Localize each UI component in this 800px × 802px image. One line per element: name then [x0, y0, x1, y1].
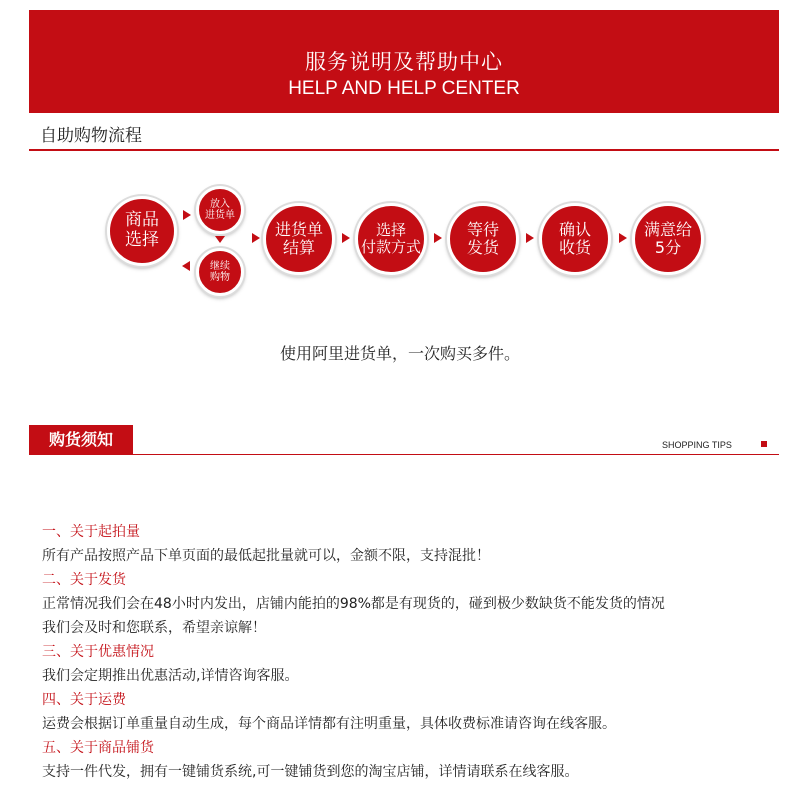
tips-section-title: 购货须知	[29, 425, 133, 455]
arrow-right-icon	[434, 233, 442, 243]
square-bullet-icon	[761, 441, 767, 447]
faq-question: 五、关于商品铺货	[42, 740, 154, 756]
flow-step-label: 继续 购物	[210, 260, 230, 283]
faq-question: 一、关于起拍量	[42, 524, 140, 540]
flow-step-confirm-receipt	[539, 203, 611, 275]
banner-title-cn: 服务说明及帮助中心	[305, 50, 503, 74]
flow-step-continue-shopping	[196, 248, 244, 296]
faq-list	[42, 520, 782, 784]
faq-item	[42, 736, 782, 784]
flow-section-divider	[29, 149, 779, 151]
faq-item	[42, 688, 782, 736]
flow-step-label: 确认 收货	[558, 219, 591, 257]
flow-step-label: 放入 进货单	[205, 198, 235, 221]
faq-answer: 正常情况我们会在48小时内发出，店铺内能拍的98%都是有现货的，碰到极少数缺货不能发货的情况 我们会及时和您联系，希望亲谅解！	[42, 596, 665, 636]
flow-step-label: 进货单 结算	[274, 219, 323, 257]
flow-step-add-to-cart	[196, 186, 244, 234]
faq-item	[42, 640, 782, 688]
faq-answer: 支持一件代发，拥有一键铺货系统,可一键铺货到您的淘宝店铺，详情请联系在线客服。	[42, 764, 579, 780]
flow-step-label: 满意给 5分	[643, 219, 692, 257]
flow-step-select-product	[107, 196, 177, 266]
flow-section-title: 自助购物流程	[40, 126, 142, 146]
faq-item	[42, 568, 782, 640]
arrow-right-icon	[252, 233, 260, 243]
faq-answer: 所有产品按照产品下单页面的最低起批量就可以，金额不限，支持混批！	[42, 548, 490, 564]
arrow-down-icon	[215, 236, 225, 243]
flow-note: 使用阿里进货单，一次购买多件。	[279, 344, 520, 363]
flow-step-payment-method	[355, 203, 427, 275]
flow-step-label: 等待 发货	[466, 219, 499, 257]
faq-answer: 我们会定期推出优惠活动,详情咨询客服。	[42, 668, 299, 684]
tips-section-title-en: SHOPPING TIPS	[662, 440, 732, 450]
arrow-right-icon	[619, 233, 627, 243]
faq-question: 二、关于发货	[42, 572, 126, 588]
arrow-right-icon	[526, 233, 534, 243]
banner-title-en: HELP AND HELP CENTER	[288, 78, 520, 99]
flow-step-await-shipping	[447, 203, 519, 275]
flow-step-checkout	[263, 203, 335, 275]
faq-item	[42, 520, 782, 568]
header-banner	[29, 10, 779, 113]
arrow-left-icon	[182, 261, 190, 271]
flow-step-rate-five	[632, 203, 704, 275]
arrow-right-icon	[342, 233, 350, 243]
faq-answer: 运费会根据订单重量自动生成，每个商品详情都有注明重量，具体收费标准请咨询在线客服。	[42, 716, 616, 732]
tips-section-divider	[29, 454, 779, 455]
arrow-right-icon	[183, 210, 191, 220]
flow-step-label: 商品 选择	[125, 210, 159, 250]
faq-question: 三、关于优惠情况	[42, 644, 154, 660]
faq-question: 四、关于运费	[42, 692, 126, 708]
flow-step-label: 选择 付款方式	[360, 220, 421, 256]
